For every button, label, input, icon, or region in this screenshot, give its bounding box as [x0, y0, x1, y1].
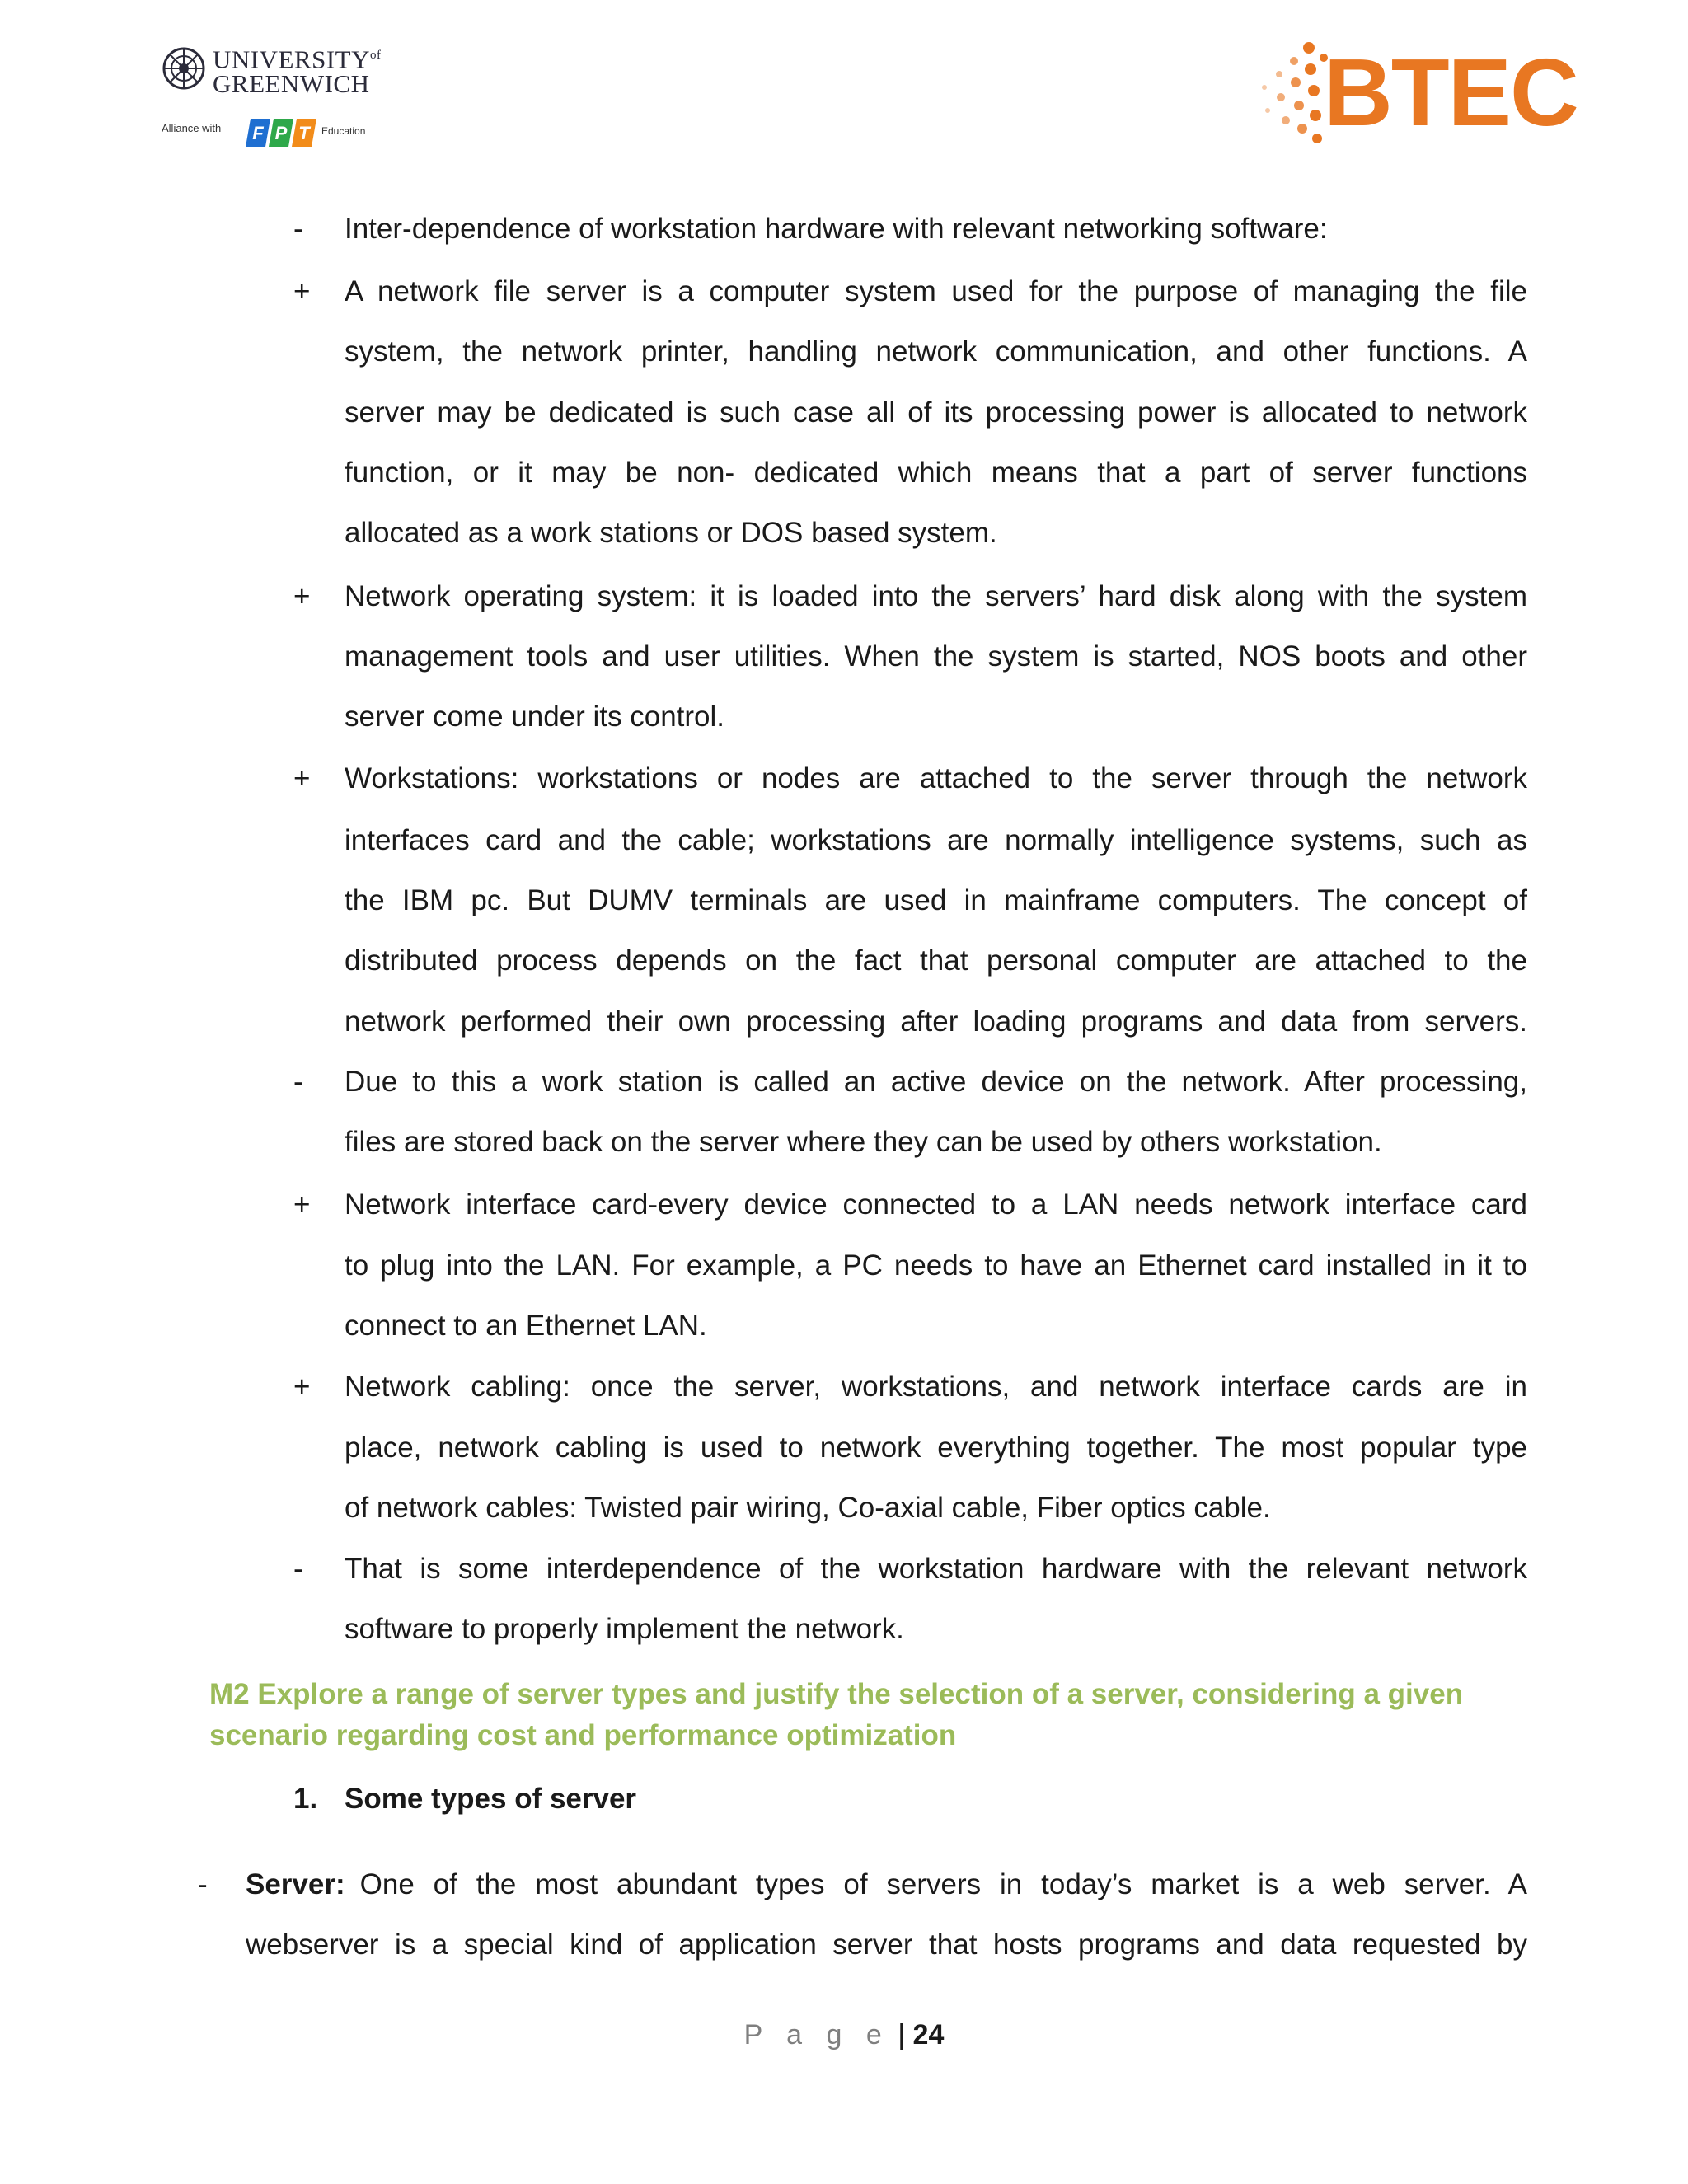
list-bullet: -: [293, 1066, 303, 1098]
btec-logo: [1251, 40, 1581, 147]
paragraph-line: function, or it may be non- dedicated which means that a part of server functions: [345, 457, 1527, 489]
paragraph-line: A network file server is a computer system used for the purpose of managing the file: [345, 275, 1527, 307]
paragraph-line: allocated as a work stations or DOS based system.: [345, 517, 997, 549]
paragraph-line: Due to this a work station is called an active device on the network. After processing,: [345, 1066, 1527, 1098]
btec-wordmark: BTEC: [1324, 39, 1578, 146]
paragraph-line: connect to an Ethernet LAN.: [345, 1310, 707, 1342]
list-bullet: +: [293, 275, 311, 307]
list-bullet: -: [293, 1553, 303, 1585]
fpt-letter-t: T: [298, 123, 310, 143]
paragraph-line: Inter-dependence of workstation hardware with relevant networking software:: [345, 213, 1328, 245]
page-footer: [0, 2019, 1688, 2051]
alliance-label: Alliance with: [162, 122, 222, 134]
paragraph-line: Network operating system: it is loaded into the servers’ hard disk along with the system: [345, 580, 1527, 612]
paragraph-line: distributed process depends on the fact that personal computer are attached to the: [345, 944, 1527, 977]
university-of-greenwich-logo: [162, 43, 409, 158]
paragraph-line: Network cabling: once the server, workstations, and network interface cards are in: [345, 1371, 1527, 1403]
paragraph-line: to plug into the LAN. For example, a PC needs to have an Ethernet card installed in it to: [345, 1249, 1527, 1282]
university-name-line2: GREENWICH: [213, 69, 370, 99]
list-bullet: -: [198, 1868, 208, 1900]
page-number: 24: [912, 2019, 945, 2050]
btec-dots-icon: [1251, 40, 1334, 147]
paragraph-line: [246, 1867, 1527, 1903]
m2-heading-line2: scenario regarding cost and performance optimization: [209, 1719, 957, 1751]
section-title: Some types of server: [345, 1783, 637, 1815]
list-bullet: -: [293, 213, 303, 245]
paragraph-line: network performed their own processing after loading programs and data from servers.: [345, 1005, 1527, 1038]
page-separator: |: [898, 2019, 906, 2050]
paragraph-line: place, network cabling is used to network everything together. The most popular type: [345, 1432, 1527, 1464]
list-bullet: +: [293, 1371, 311, 1403]
page-label: P a g e: [743, 2019, 890, 2050]
paragraph-line: software to properly implement the network.: [345, 1613, 904, 1645]
paragraph-line: Workstations: workstations or nodes are attached to the server through the network: [345, 762, 1527, 794]
server-term: Server:: [246, 1868, 345, 1900]
education-label: Education: [321, 125, 366, 137]
paragraph-line: of network cables: Twisted pair wiring, Co-axial cable, Fiber optics cable.: [345, 1492, 1271, 1524]
list-bullet: +: [293, 762, 311, 794]
section-number: 1.: [293, 1783, 318, 1815]
list-bullet: +: [293, 1188, 311, 1221]
paragraph-line: webserver is a special kind of application server that hosts programs and data requested by: [246, 1929, 1527, 1961]
paragraph-line: That is some interdependence of the workstation hardware with the relevant network: [345, 1553, 1527, 1585]
paragraph-line: server may be dedicated is such case all of its processing power is allocated to network: [345, 396, 1527, 429]
m2-heading-line1: M2 Explore a range of server types and justify the selection of a server, considering a given: [209, 1678, 1464, 1710]
university-name: [213, 43, 382, 99]
fpt-letter-f: F: [252, 123, 264, 143]
server-definition-start: One of the most abundant types of servers in today’s market is a web server. A: [359, 1868, 1527, 1900]
paragraph-line: system, the network printer, handling network communication, and other functions. A: [345, 335, 1527, 368]
paragraph-line: interfaces card and the cable; workstations are normally intelligence systems, such as: [345, 824, 1527, 856]
university-name-line1: UNIVERSITY: [213, 45, 370, 74]
greenwich-crest-icon: [162, 46, 206, 91]
paragraph-line: the IBM pc. But DUMV terminals are used in mainframe computers. The concept of: [345, 884, 1527, 916]
university-of: of: [370, 49, 382, 62]
m2-heading: [209, 1674, 1545, 1756]
list-bullet: +: [293, 580, 311, 612]
paragraph-line: files are stored back on the server where they can be used by others workstation.: [345, 1126, 1382, 1158]
paragraph-line: server come under its control.: [345, 701, 725, 733]
page-header: [0, 0, 1688, 181]
paragraph-line: management tools and user utilities. When the system is started, NOS boots and other: [345, 640, 1527, 673]
fpt-letter-p: P: [274, 123, 288, 143]
fpt-logo: [246, 117, 316, 148]
paragraph-line: Network interface card-every device connected to a LAN needs network interface card: [345, 1188, 1527, 1221]
